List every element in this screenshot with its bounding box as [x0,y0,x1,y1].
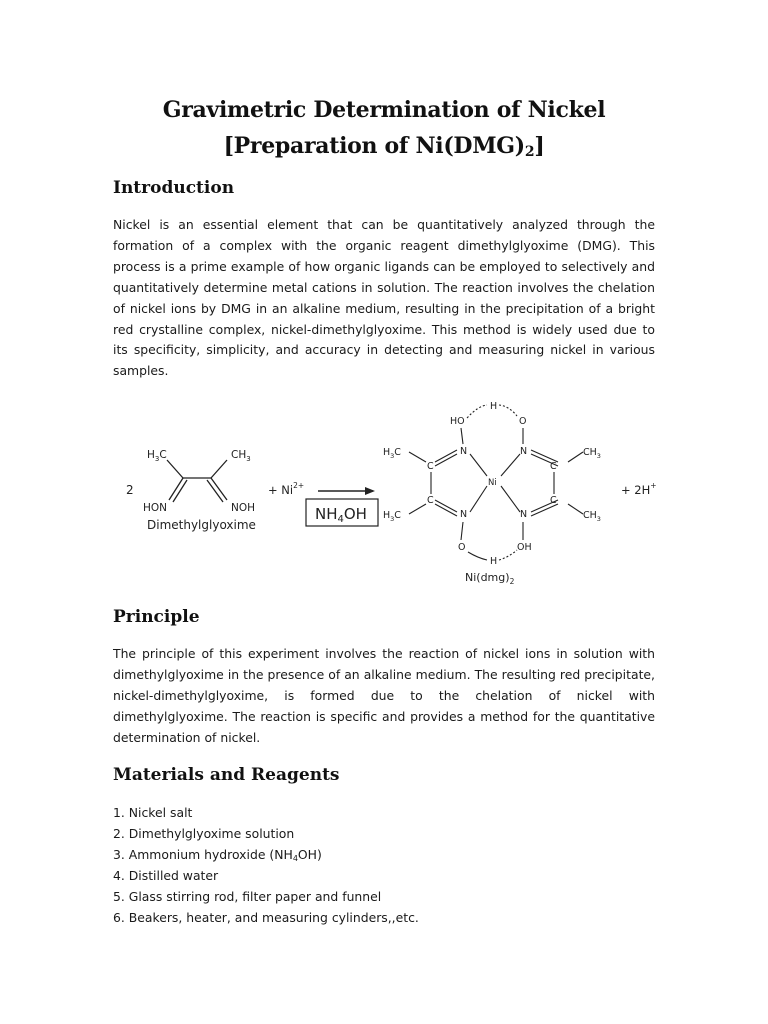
svg-text:H: H [490,401,498,412]
svg-text:H: H [490,556,498,567]
introduction-paragraph: Nickel is an essential element that can be quantitatively analyzed through the formation of a complex with the organic reagent dimethylglyoxime (DMG). This process is a prime example of how organic ligands can be employed to selectively and quantitatively determine metal cations in solution. The reaction involves the chelation of nickel ions by DMG in an alkaline medium, resulting in the precipitation of a bright red crystalline complex, nickel-dimethylglyoxime. This method is widely used due to its specificity, simplicity, and accuracy in detecting and measuring nickel in various samples. [113,217,655,379]
dmg-oxime-left: HON [143,502,168,514]
list-item: 5. Glass stirring rod, filter paper and funnel [113,888,382,904]
principle-paragraph: The principle of this experiment involves the reaction of nickel ions in solution with dimethylglyoxime in the presence of an alkaline medium. The resulting red precipitate, nickel-dimethylglyoxime, is formed due to the chelation of nickel with dimethylglyoxime. The reaction is specific and provides a method for the quantitative determination of nickel. [113,646,655,745]
svg-text:N: N [520,509,528,520]
proton-byproduct: + 2H+ [621,481,657,497]
svg-text:N: N [520,446,528,457]
svg-text:H3C: $H_3C$ [383,447,401,460]
title-line-1: Gravimetric Determination of Nickel [162,97,606,123]
condition-box [306,499,378,526]
svg-text:O: O [458,542,466,553]
svg-text:N: N [460,509,468,520]
list-item: 2. Dimethylglyoxime solution [113,825,295,841]
svg-text:O: O [519,416,527,427]
dmg-molecule [126,449,256,532]
dmg-methyl-right: $CH_3$ [231,449,251,463]
materials-list [113,803,419,928]
complex-name-label: $Ni(dmg)_2$ [465,571,515,586]
svg-text:C: C [427,495,434,506]
dmg-bonds [167,460,227,502]
list-item: 6. Beakers, heater, and measuring cylinders,,etc. [113,909,419,925]
condition-label: $NH_4OH$ [315,505,367,525]
reaction-arrow [318,487,375,495]
dmg-name-label: Dimethylglyoxime [147,518,256,532]
reaction-diagram [113,392,673,592]
list-item: 4. Distilled water [113,867,219,883]
svg-text:N: N [460,446,468,457]
reaction-scheme [113,392,673,592]
introduction-heading: Introduction [113,178,235,198]
materials-heading: Materials and Reagents [113,765,340,785]
principle-heading: Principle [113,607,200,627]
list-item: 1. Nickel salt [113,805,193,820]
list-item: 3. Ammonium hydroxide $(NH_4OH)$ [113,846,322,863]
svg-text:CH3: $CH_3$ [583,510,601,523]
nickel-complex [383,401,601,586]
title-line-2: [Preparation of $Ni(DMG)_2$] [223,133,545,160]
svg-text:C: C [550,461,557,472]
document-title [113,92,655,164]
stoichiometric-coefficient: 2 [126,483,134,497]
nickel-ion: + $Ni^{2+}$ [268,481,305,497]
svg-text:OH: OH [517,542,532,553]
svg-text:Ni: Ni [488,478,497,488]
svg-text:C: C [550,495,557,506]
dmg-methyl-left: $H_3C$ [147,449,167,463]
dmg-oxime-right: NOH [231,502,256,514]
svg-text:CH3: $CH_3$ [583,447,601,460]
svg-text:HO: HO [450,416,465,427]
svg-text:H3C: $H_3C$ [383,510,401,523]
svg-text:C: C [427,461,434,472]
